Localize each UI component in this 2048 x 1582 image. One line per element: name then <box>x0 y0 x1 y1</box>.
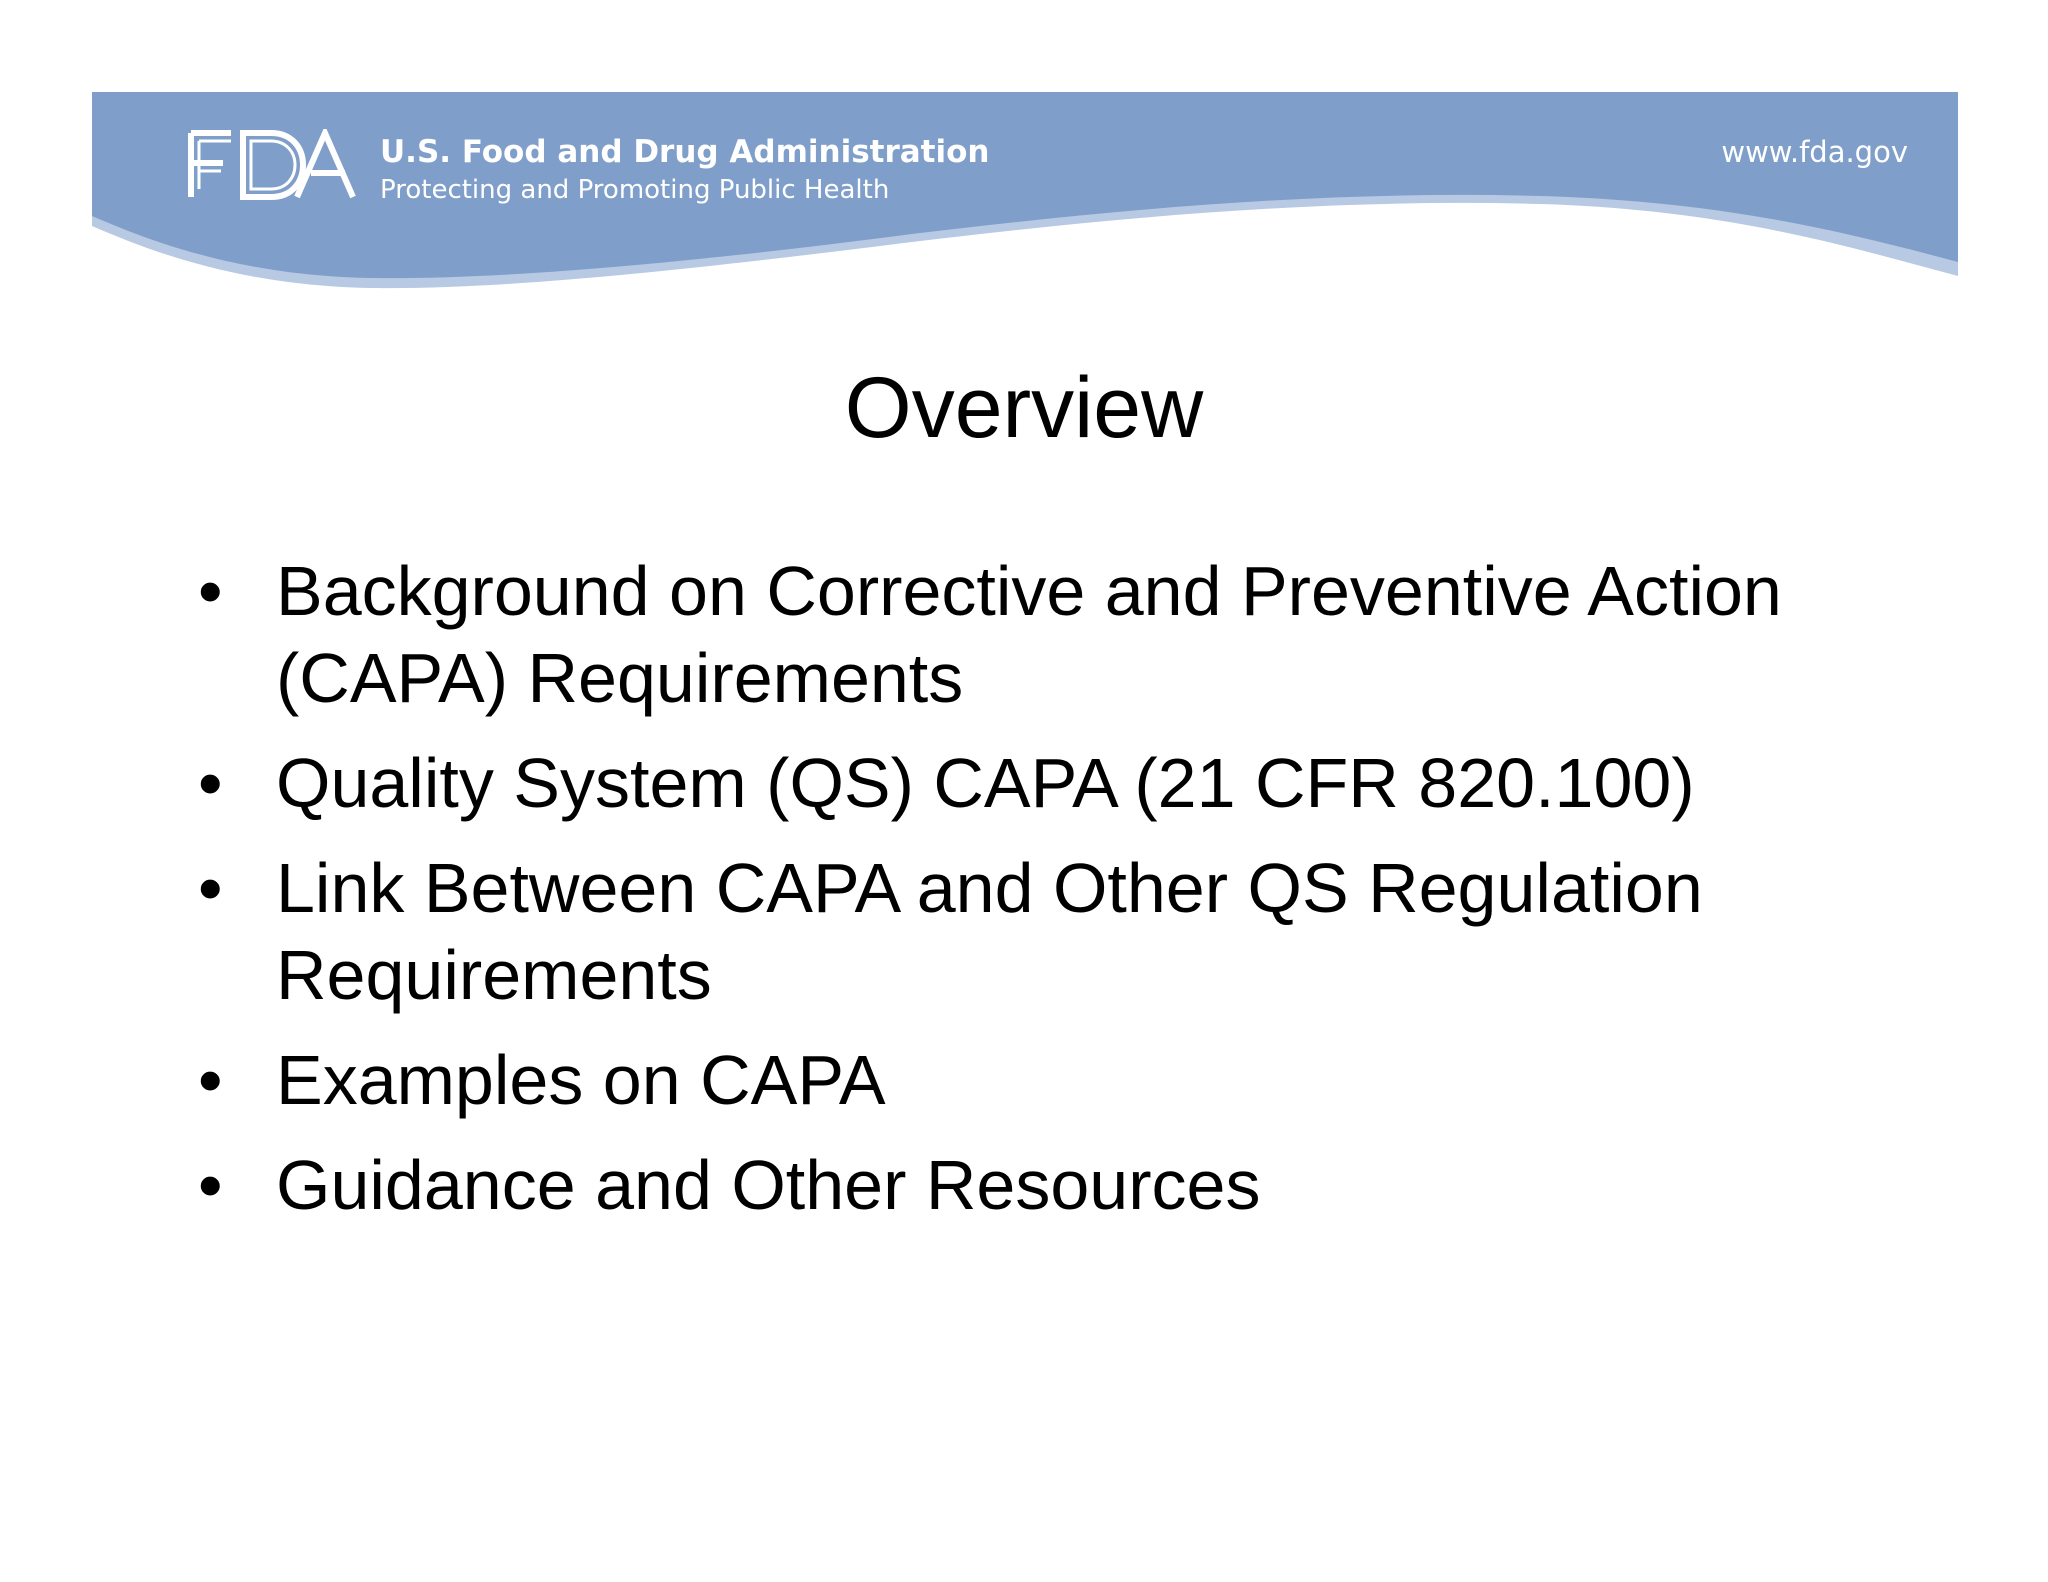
bullet-item <box>198 548 1898 722</box>
header-banner <box>92 92 1958 294</box>
bullet-text: Link Between CAPA and Other QS Regulation Requirements <box>276 849 1703 1014</box>
bullet-icon: • <box>198 1146 223 1224</box>
agency-block <box>380 134 989 208</box>
bullet-text: Background on Corrective and Preventive Action (CAPA) Requirements <box>276 552 1782 717</box>
banner-background <box>92 92 1958 294</box>
bullet-item <box>198 1142 1898 1229</box>
bullet-icon: • <box>198 744 223 822</box>
bullet-icon: • <box>198 849 223 927</box>
agency-tagline: Protecting and Promoting Public Health <box>380 175 890 205</box>
bullet-icon: • <box>198 552 223 630</box>
site-url[interactable]: www.fda.gov <box>1721 135 1908 169</box>
bullet-item <box>198 1037 1898 1124</box>
bullet-icon: • <box>198 1041 223 1119</box>
slide-title: Overview <box>844 360 1204 456</box>
fda-logo <box>185 129 357 201</box>
bullet-text: Quality System (QS) CAPA (21 CFR 820.100) <box>276 744 1695 822</box>
bullet-item <box>198 845 1898 1019</box>
bullet-item <box>198 740 1898 827</box>
bullet-text: Examples on CAPA <box>276 1041 886 1119</box>
agency-name: U.S. Food and Drug Administration <box>380 134 990 170</box>
svg-text:FDA: FDA <box>185 129 187 130</box>
bullet-text: Guidance and Other Resources <box>276 1146 1261 1224</box>
bullet-list <box>198 548 1898 1247</box>
